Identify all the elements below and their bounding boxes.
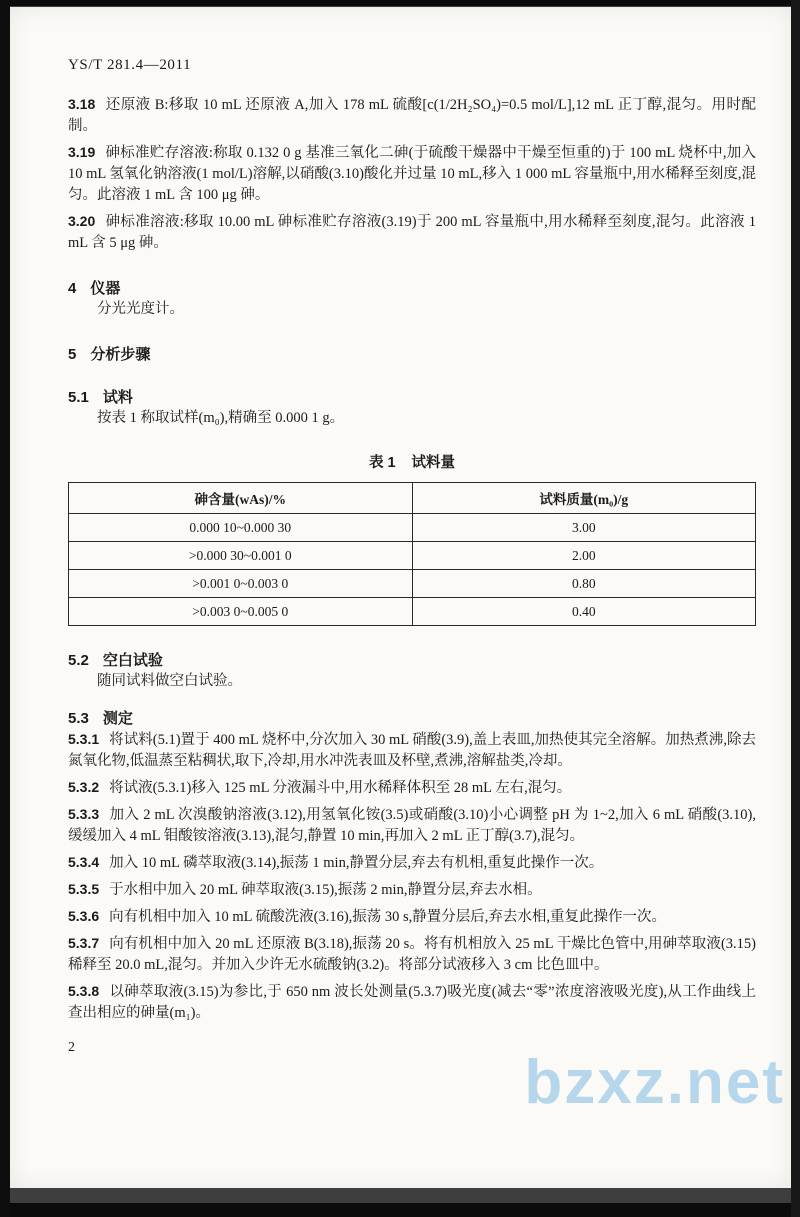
section-number: 4	[68, 280, 77, 297]
section-title: 空白试验	[102, 652, 163, 669]
sample-instruction: 按表 1 称取试样(m₀),精确至 0.000 1 g。	[97, 410, 345, 426]
table-cell: 0.000 10~0.000 30	[69, 514, 413, 542]
section-title: 试料	[102, 389, 133, 406]
table-row	[69, 598, 756, 626]
clause-3-20	[68, 211, 756, 254]
step-number: 5.3.7	[68, 935, 100, 951]
step-number: 5.3.1	[68, 731, 100, 747]
section-number: 5	[68, 346, 77, 363]
table-cell: >0.000 30~0.001 0	[69, 542, 413, 570]
clause-number: 3.19	[68, 144, 96, 160]
step-number: 5.3.4	[68, 854, 100, 870]
section-5-1-heading	[68, 387, 756, 408]
section-5-3-heading	[68, 708, 756, 729]
table-row	[69, 542, 756, 570]
section-number: 5.1	[68, 389, 89, 406]
table-caption-title: 试料量	[411, 455, 456, 471]
table-cell: 2.00	[412, 542, 756, 570]
scan-edge-right	[791, 0, 800, 1217]
section-title: 测定	[102, 710, 133, 727]
table-header-cell: 试料质量(m₀)/g	[412, 483, 756, 514]
step-text: 向有机相中加入 20 mL 还原液 B(3.18),振荡 20 s。将有机相放入 25 mL 干燥比色管中,用砷萃取液(3.15)稀释至 20.0 mL,混匀。并加入少许无水硫酸钠(3.2)。将部分试液移入 3 cm 比色皿中。	[68, 936, 756, 973]
step-number: 5.3.5	[68, 881, 100, 897]
section-title: 仪器	[90, 280, 121, 297]
table-cell: 0.40	[412, 598, 756, 626]
watermark: bzxz.net	[524, 1048, 785, 1117]
scan-edge-bottom	[0, 1203, 800, 1217]
clause-number: 3.20	[68, 213, 96, 229]
document-page	[10, 7, 791, 1188]
clause-3-18	[68, 94, 756, 137]
step-number: 5.3.3	[68, 806, 100, 822]
section-4-heading	[68, 278, 756, 299]
step-text: 将试料(5.1)置于 400 mL 烧杯中,分次加入 30 mL 硝酸(3.9),盖上表皿,加热使其完全溶解。加热煮沸,除去氮氧化物,低温蒸至粘稠状,取下,冷却,用水冲洗表皿及杯壁,煮沸,溶解盐类,冷却。	[68, 732, 756, 769]
scan-edge-left	[0, 0, 10, 1217]
step-5-3-6	[68, 906, 756, 928]
scan-edge-top	[0, 0, 800, 6]
clause-text: 砷标准溶液:移取 10.00 mL 砷标准贮存溶液(3.19)于 200 mL 容量瓶中,用水稀释至刻度,混匀。此溶液 1 mL 含 5 μg 砷。	[68, 214, 756, 251]
section-number: 5.3	[68, 710, 89, 727]
table-cell: 0.80	[412, 570, 756, 598]
step-text: 加入 10 mL 磷萃取液(3.14),振荡 1 min,静置分层,弃去有机相,重复此操作一次。	[109, 855, 604, 871]
table-header-row	[69, 483, 756, 514]
step-5-3-2	[68, 777, 756, 799]
section-5-heading	[68, 344, 756, 365]
step-text: 于水相中加入 20 mL 砷萃取液(3.15),振荡 2 min,静置分层,弃去水相。	[109, 882, 542, 898]
section-number: 5.2	[68, 652, 89, 669]
page-content	[68, 57, 756, 1056]
clause-text: 还原液 B:移取 10 mL 还原液 A,加入 178 mL 硫酸[c(1/2H₂SO₄)=0.5 mol/L],12 mL 正丁醇,混匀。用时配制。	[68, 97, 756, 134]
clause-number: 3.18	[68, 96, 96, 112]
table-1	[68, 482, 756, 626]
clause-3-19	[68, 142, 756, 206]
clause-text: 砷标准贮存溶液:称取 0.132 0 g 基准三氧化二砷(于硫酸干燥器中干燥至恒重的)于 100 mL 烧杯中,加入 10 mL 氢氧化钠溶液(1 mol/L)溶解,以硝酸(3.10)酸化并过量 10 mL,移入 1 000 mL 容量瓶中,用水稀释至刻度,混匀。此溶液 1 mL 含 100 μg 砷。	[68, 145, 756, 203]
step-5-3-5	[68, 879, 756, 901]
step-5-3-3	[68, 804, 756, 847]
step-5-3-8	[68, 981, 756, 1024]
step-text: 将试液(5.3.1)移入 125 mL 分液漏斗中,用水稀释体积至 28 mL 左右,混匀。	[109, 780, 572, 796]
step-number: 5.3.8	[68, 983, 100, 999]
table-1-caption	[68, 451, 756, 472]
doc-number: YS/T 281.4—2011	[68, 57, 192, 73]
section-title: 分析步骤	[90, 346, 151, 363]
step-text: 向有机相中加入 10 mL 硫酸洗液(3.16),振荡 30 s,静置分层后,弃去水相,重复此操作一次。	[109, 909, 667, 925]
instrument-text: 分光光度计。	[97, 301, 184, 317]
table-cell: >0.003 0~0.005 0	[69, 598, 413, 626]
table-row	[69, 514, 756, 542]
table-cell: >0.001 0~0.003 0	[69, 570, 413, 598]
step-number: 5.3.2	[68, 779, 100, 795]
step-5-3-7	[68, 933, 756, 976]
page-number: 2	[68, 1040, 75, 1055]
step-text: 以砷萃取液(3.15)为参比,于 650 nm 波长处测量(5.3.7)吸光度(减去“零”浓度溶液吸光度),从工作曲线上查出相应的砷量(m₁)。	[68, 984, 756, 1021]
step-5-3-4	[68, 852, 756, 874]
table-row	[69, 570, 756, 598]
step-text: 加入 2 mL 次溴酸钠溶液(3.12),用氢氧化铵(3.5)或硝酸(3.10)小心调整 pH 为 1~2,加入 6 mL 硝酸(3.10),缓缓加入 4 mL 钼酸铵溶液(3.13),混匀,静置 10 min,再加入 2 mL 正丁醇(3.7),混匀。	[68, 807, 756, 844]
table-caption-number: 表 1	[368, 455, 396, 471]
step-5-3-1	[68, 729, 756, 772]
step-number: 5.3.6	[68, 908, 100, 924]
section-5-2-heading	[68, 650, 756, 671]
blank-test-text: 随同试料做空白试验。	[97, 673, 242, 689]
table-header-cell: 砷含量(wAs)/%	[69, 483, 413, 514]
table-cell: 3.00	[412, 514, 756, 542]
